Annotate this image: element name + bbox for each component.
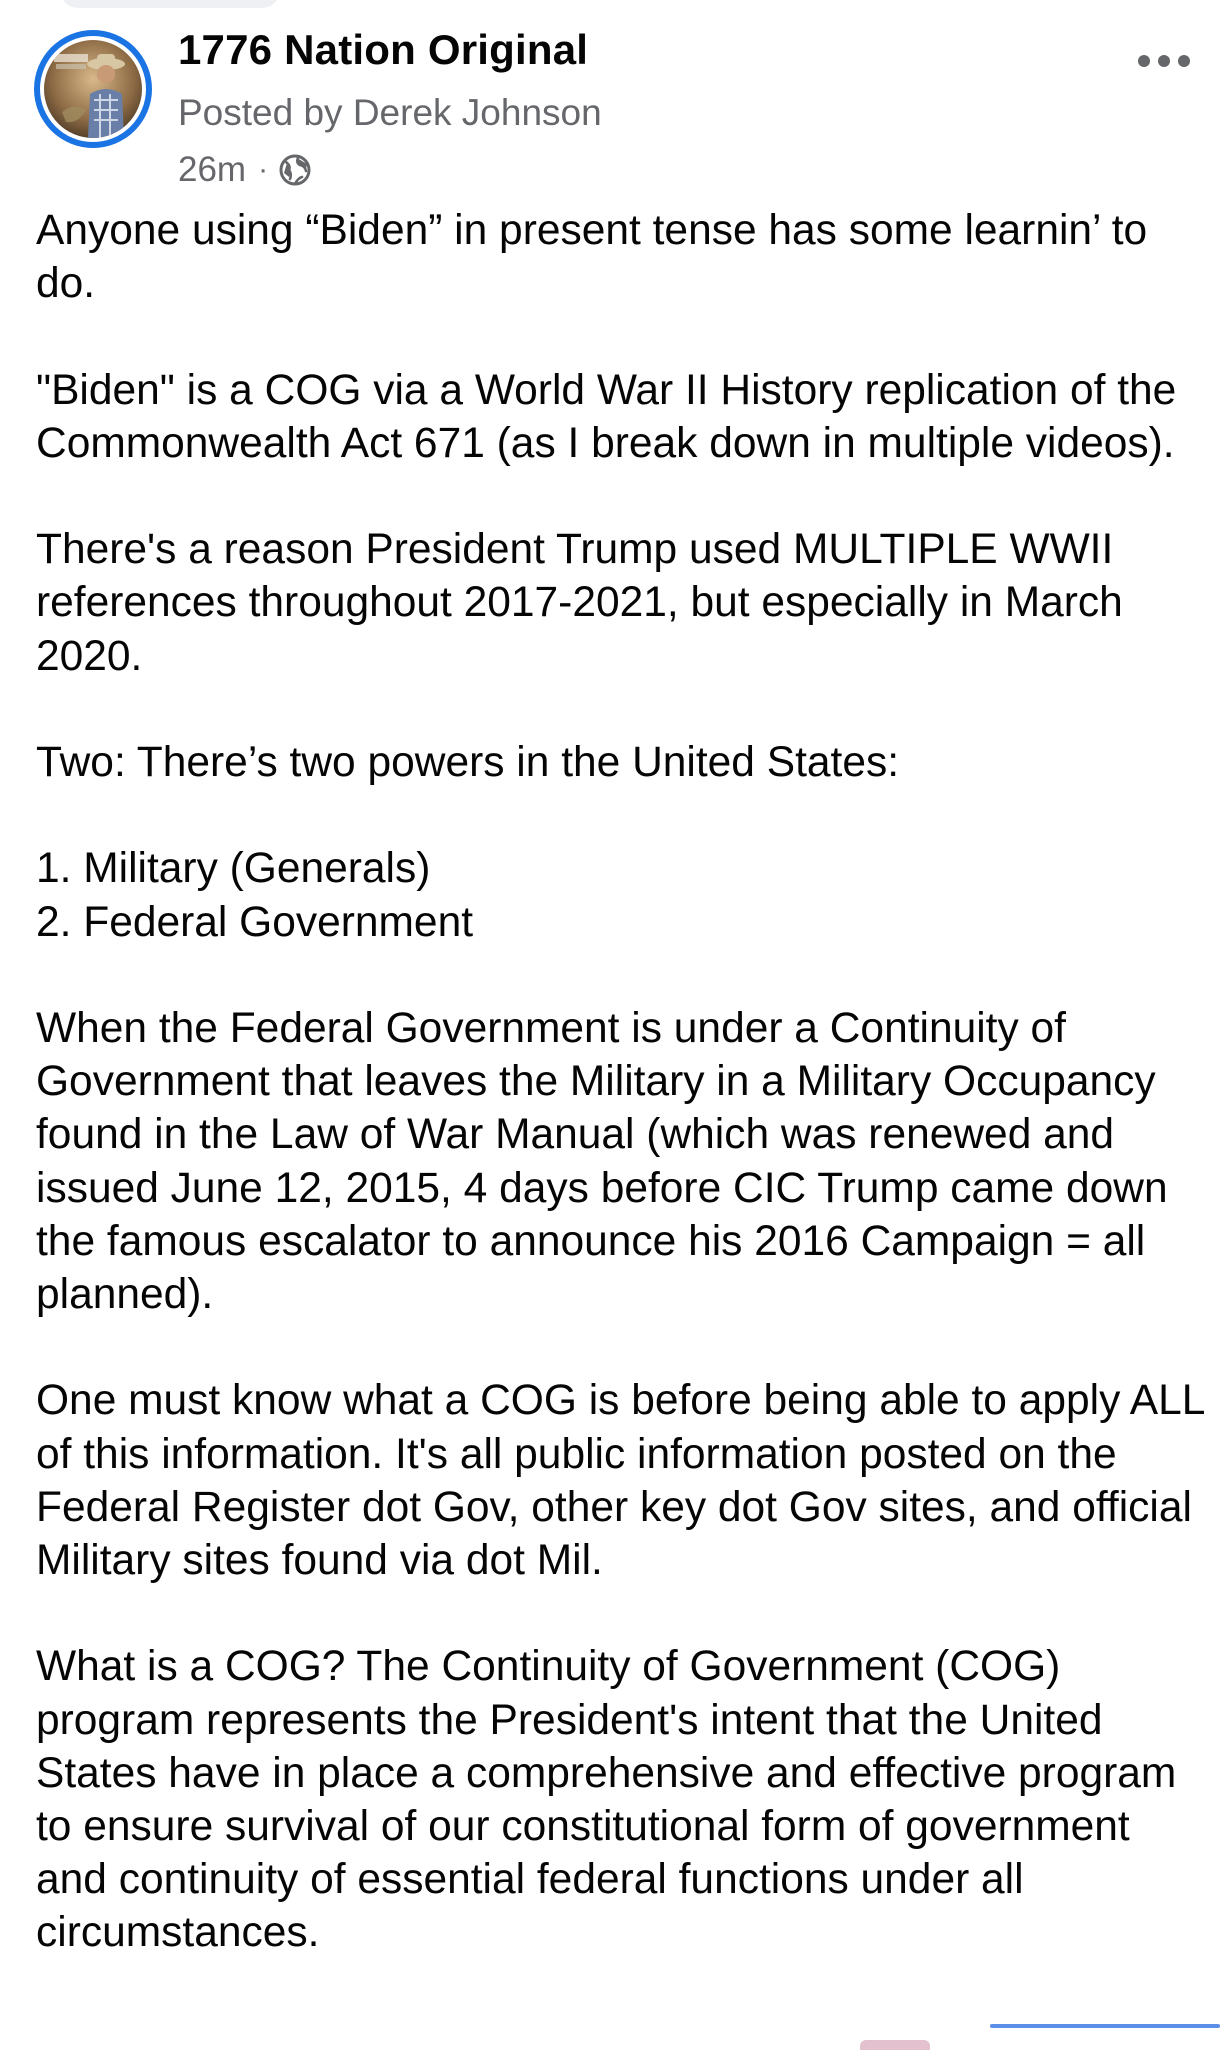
post-body: [36, 204, 1216, 1960]
posted-by-author[interactable]: Posted by Derek Johnson: [178, 92, 602, 133]
bottom-reaction-peek: [860, 2040, 930, 2050]
post-paragraph: When the Federal Government is under a Continuity of Government that leaves the Military in a Military Occupancy found in the Law of War Manual (which was renewed and issued June 12, 2015, 4 days before CIC Trump came down the famous escalator to announce his 2016 Campaign = all planned).: [36, 1004, 1180, 1318]
post-paragraph: 1. Military (Generals) 2. Federal Government: [36, 845, 474, 946]
more-options-icon[interactable]: [1138, 54, 1190, 68]
globe-icon[interactable]: [278, 153, 312, 187]
post-meta: [178, 150, 312, 190]
avatar-photo-graphic: [44, 40, 142, 138]
post-paragraph: Two: There’s two powers in the United States:: [36, 738, 900, 786]
bottom-indicator: [990, 2024, 1220, 2028]
group-name-link[interactable]: 1776 Nation Original: [178, 26, 589, 73]
group-avatar[interactable]: [34, 30, 152, 148]
post-header: [0, 0, 1230, 205]
post-paragraph: There's a reason President Trump used MULTIPLE WWII references throughout 2017-2021, but especially in March 2020.: [36, 526, 1135, 680]
meta-separator: ·: [258, 153, 269, 186]
avatar-photo: [44, 40, 142, 138]
post-paragraph: One must know what a COG is before being able to apply ALL of this information. It's all public information posted on the Federal Register dot Gov, other key dot Gov sites, and official Military sites found via dot Mil.: [36, 1377, 1216, 1584]
post-paragraph: What is a COG? The Continuity of Government (COG) program represents the President's intent that the United States have in place a comprehensive and effective program to ensure survival of our constitutional form of government and continuity of essential federal functions under all circumstances.: [36, 1643, 1189, 1957]
post-paragraph: "Biden" is a COG via a World War II History replication of the Commonwealth Act 671 (as I break down in multiple videos).: [36, 366, 1189, 467]
post-paragraph: Anyone using “Biden” in present tense has some learnin’ to do.: [36, 207, 1159, 308]
post-timestamp[interactable]: 26m: [178, 150, 247, 189]
